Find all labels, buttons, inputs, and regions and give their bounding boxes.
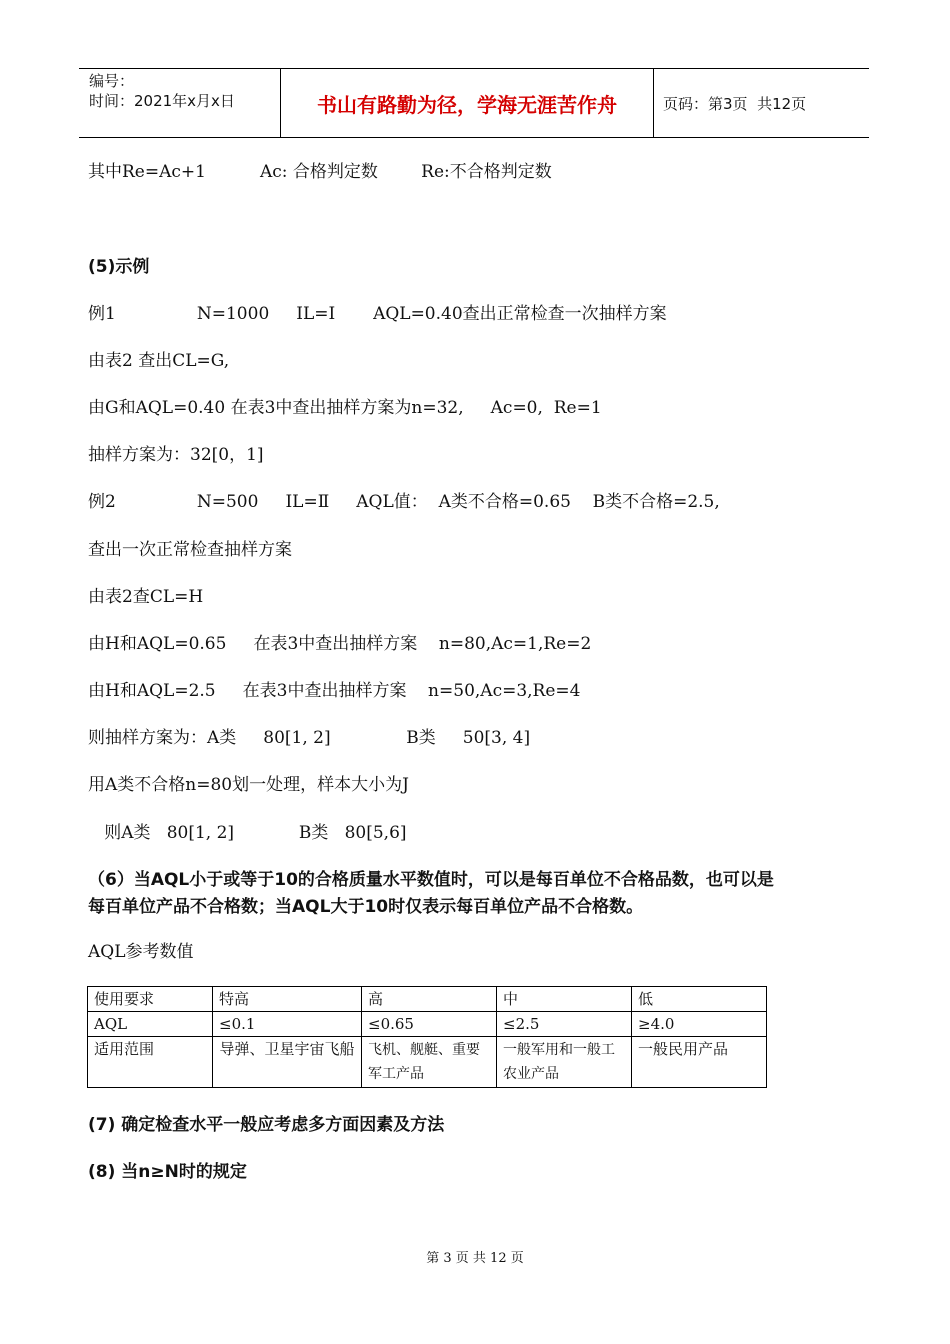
motto: 书山有路勤为径，学海无涯苦作舟: [317, 93, 617, 117]
table-cell: AQL: [88, 1012, 213, 1037]
header-left: [89, 71, 235, 111]
text-line: 查出一次正常检查抽样方案: [88, 540, 292, 560]
table-cell: 飞机、舰艇、重要军工产品: [362, 1037, 497, 1088]
aql-reference-table: [87, 986, 767, 1088]
section-heading: (7) 确定检查水平一般应考虑多方面因素及方法: [88, 1115, 445, 1135]
table-cell: 高: [362, 987, 497, 1012]
table-cell: ≤0.65: [362, 1012, 497, 1037]
page-label: 页码：第3页 共12页: [663, 95, 807, 113]
table-cell: 适用范围: [88, 1037, 213, 1088]
note-line: 每百单位产品不合格数；当AQL大于10时仅表示每百单位产品不合格数。: [88, 897, 644, 917]
text-line: 由H和AQL=2.5 在表3中查出抽样方案 n=50,Ac=3,Re=4: [88, 681, 581, 701]
text-line: 由H和AQL=0.65 在表3中查出抽样方案 n=80,Ac=1,Re=2: [88, 634, 592, 654]
table-cell: ≤0.1: [213, 1012, 362, 1037]
table-cell: 特高: [213, 987, 362, 1012]
date-label: 时间：2021年x月x日: [89, 92, 235, 110]
table-cell: 一般民用产品: [632, 1037, 767, 1088]
header-divider: [653, 69, 654, 137]
text-line: 则A类 80[1, 2] B类 80[5,6]: [88, 823, 407, 843]
section-heading: (8) 当n≥N时的规定: [88, 1162, 247, 1182]
table-row: [88, 1012, 767, 1037]
table-row: [88, 1037, 767, 1088]
text-line: 由表2 查出CL=G,: [88, 351, 230, 371]
table-cell: 使用要求: [88, 987, 213, 1012]
table-cell: 一般军用和一般工农业产品: [497, 1037, 632, 1088]
section-heading: (5)示例: [88, 257, 150, 277]
text-line: 由G和AQL=0.40 在表3中查出抽样方案为n=32, Ac=0, Re=1: [88, 398, 602, 418]
text-line: 其中Re=Ac+1 Ac: 合格判定数 Re:不合格判定数: [88, 162, 552, 182]
text-line: 则抽样方案为：A类 80[1, 2] B类 50[3, 4]: [88, 728, 531, 748]
page-footer: 第 3 页 共 12 页: [426, 1251, 524, 1266]
code-label: 编号：: [89, 72, 135, 90]
table-cell: 低: [632, 987, 767, 1012]
text-line: 用A类不合格n=80划一处理，样本大小为J: [88, 775, 409, 795]
note-line: （6）当AQL小于或等于10的合格质量水平数值时，可以是每百单位不合格品数，也可以是: [88, 870, 774, 890]
table-caption: AQL参考数值: [88, 942, 194, 962]
text-line: 例2 N=500 IL=Ⅱ AQL值： A类不合格=0.65 B类不合格=2.5,: [88, 492, 720, 512]
text-line: 抽样方案为：32[0，1]: [88, 445, 264, 465]
page-header: [79, 68, 869, 138]
table-cell: 中: [497, 987, 632, 1012]
table-cell: 导弹、卫星宇宙飞船: [213, 1037, 362, 1088]
table-cell: ≥4.0: [632, 1012, 767, 1037]
text-line: 例1 N=1000 IL=I AQL=0.40查出正常检查一次抽样方案: [88, 304, 667, 324]
text-line: 由表2查CL=H: [88, 587, 204, 607]
table-cell: ≤2.5: [497, 1012, 632, 1037]
table-row: [88, 987, 767, 1012]
